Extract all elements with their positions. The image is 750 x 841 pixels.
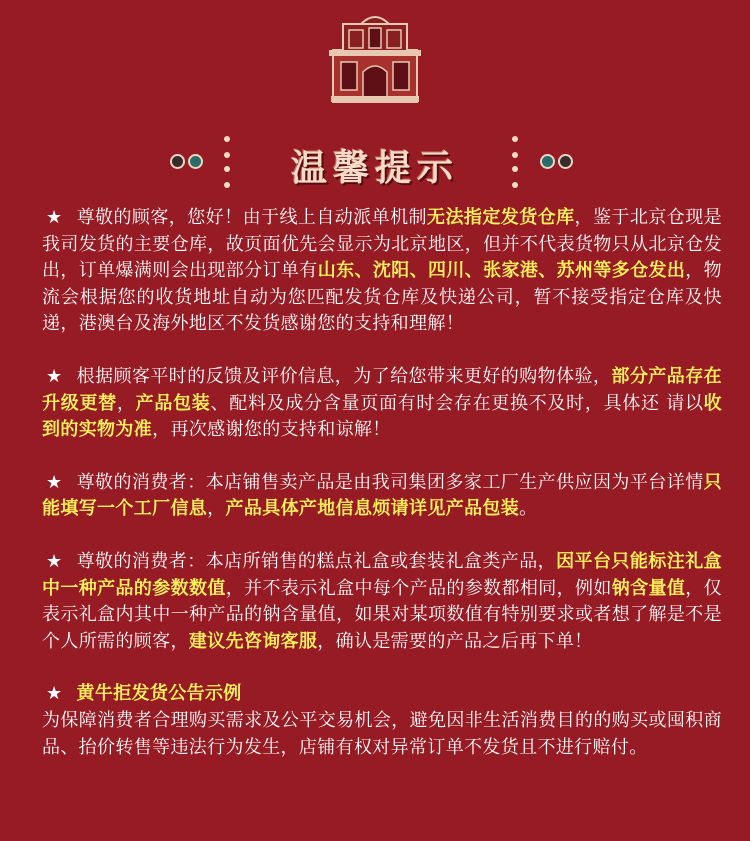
highlight-text: 因平台只能标注礼盒中一种产品的参数数值 (42, 550, 722, 599)
body-text: ，再次感谢您的支持和谅解！ (152, 419, 391, 441)
highlight-text: 产品具体产地信息烦请详见产品包装 (225, 498, 520, 520)
title-banner (0, 130, 750, 196)
star-icon: ★ (46, 550, 63, 572)
body-text: ，鉴于北京仓现是我司发货的主要仓库，故页面优先会显示为北京地区，但并不代表货物只从北京仓发出，订单爆满则会出现部分订单有 (42, 207, 722, 282)
highlight-text: 只能填写一个工厂信息 (42, 471, 722, 520)
right-outer-gem-icon (558, 154, 573, 169)
notice-paragraph-3 (42, 470, 722, 523)
highlight-text: 建议先咨询客服 (188, 630, 318, 652)
body-text: ， (207, 498, 226, 520)
notice-paragraph-4 (42, 549, 722, 655)
body-text: 尊敬的消费者：本店铺售卖产品是由我司集团多家工厂生产供应因为平台详情 (76, 471, 704, 493)
storefront-emblem-icon (327, 10, 423, 106)
highlight-text: 钠含量值 (611, 577, 686, 599)
highlight-text: 山东、沈阳、四川、张家港、苏州等多仓发出 (317, 260, 686, 282)
highlight-text: 产品包装 (135, 392, 211, 414)
body-text: ， (116, 392, 136, 414)
highlight-text: 收到的实物为准 (42, 392, 723, 441)
body-text: 根据顾客平时的反馈及评价信息，为了给您带来更好的购物体验， (76, 365, 612, 387)
notice-paragraph-1 (42, 205, 722, 338)
body-text: ，仅表示礼盒内其中一种产品的钠含量值，如果对某项数值有特别要求或者想了解是不是个人所需的顾客， (42, 577, 722, 652)
star-icon: ★ (46, 365, 63, 387)
notice-paragraph-2 (42, 364, 722, 444)
highlight-text: 无法指定发货仓库 (427, 207, 575, 228)
body-text: 、配料及成分含量页面有时会存在更换不及时，具体还 请以 (210, 392, 704, 414)
highlight-text: 黄牛拒发货公告示例 (76, 683, 242, 705)
notice-content (42, 205, 722, 761)
body-text: ，确认是需要的产品之后再下单！ (317, 630, 593, 652)
right-inner-gem-icon (540, 154, 555, 169)
body-text: 尊敬的消费者：本店所销售的糕点礼盒或套装礼盒类产品， (76, 550, 557, 572)
star-icon: ★ (46, 471, 63, 493)
notice-paragraph-5 (42, 681, 722, 761)
body-text: 尊敬的顾客，您好！由于线上自动派单机制 (76, 207, 427, 228)
right-dots-ornament-icon (510, 132, 520, 192)
star-icon: ★ (46, 207, 63, 228)
body-text: 为保障消费者合理购买需求及公平交易机会，避免因非生活消费目的的购买或囤积商品、抬价转售等违法行为发生，店铺有权对异常订单不发货且不进行赔付。 (42, 709, 722, 758)
body-text: ，并不表示礼盒中每个产品的参数都相同，例如 (225, 577, 612, 599)
body-text: 。 (519, 498, 538, 520)
star-icon: ★ (46, 683, 63, 705)
page-title: 温馨提示 (290, 147, 459, 189)
highlight-text: 部分产品存在升级更替 (42, 365, 722, 414)
body-text: ，物流会根据您的收货地址自动为您匹配发货仓库及快递公司，暂不接受指定仓库及快递，港澳台及海外地区不发货感谢您的支持和理解！ (42, 260, 723, 335)
